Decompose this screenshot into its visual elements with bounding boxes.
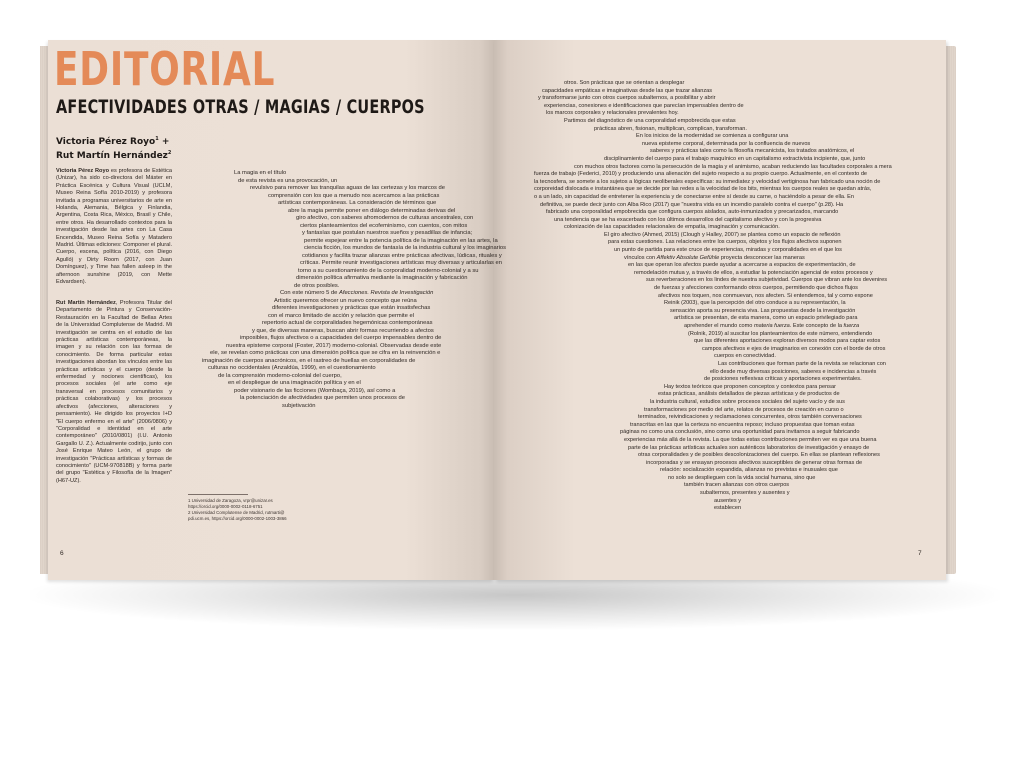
footnote-line: 2 Universidad Complutense de Madrid, rutmarti@ <box>188 510 285 515</box>
text-line: sus reverberaciones en los lindes de nuestra subjetividad. Cuerpos que vibran ante los devenires <box>646 277 887 284</box>
text-line: estas prácticas, análisis detallados de piezas artísticas y de productos de <box>658 391 840 398</box>
author-bio-1: Victoria Pérez Royo es profesora de Estética (Unizar), ha sido co-directora del Máster en Práctica Escénica y Cultura Visual (UCLM, Museo Reina Sofía 2010-2019) y profesora invitada a programas universitarios de arte en Holanda, Alemania, Bélgica y Finlandia, Argentina, Costa Rica, México, Brasil y Chile, entre otros. Ha desarrollado contextos para la investigación desde las artes con La Casa Encendida, Museo Reina Sofía y Matadero Madrid. Últimas ediciones: Componer el plural. Cuerpo, escena, política (2016, con Diego Agulló) y Dirty Room (2017, con Juan Domínguez), y Time has fallen asleep in the afternoon sunshine (2019, con Mette Edvardsen). <box>56 168 172 286</box>
right-page-edge <box>946 46 956 574</box>
text-line: capacidades empáticas e imaginativas desde las que trazar alianzas <box>542 87 713 94</box>
text-line: ciencia ficción, los mundos de fantasía de la industria cultural y los imaginarios <box>304 245 507 251</box>
text-line: ciertos planteamientos del ecofeminismo, con cuentos, con mitos <box>300 222 468 229</box>
text-line: con el marco limitado de acción y relación que permite el <box>268 312 414 319</box>
text-line: la potenciación de afectividades que permiten unos procesos de <box>240 395 405 401</box>
text-line: comprensión con los que a menudo nos acercamos a las prácticas <box>268 192 440 199</box>
page-number-right: 7 <box>918 550 922 557</box>
text-line: de posiciones reflexivas críticas y aportaciones experimentales. <box>704 376 862 383</box>
text-line: cuerpos en conectividad. <box>714 353 776 360</box>
text-line: y fantasías que postulan nuestros sueños y pesadillas de infancia; <box>302 230 473 236</box>
text-line: en las que operan los afectos puede ayudar a acercarse a espacios de experimentación, de <box>628 262 856 269</box>
text-line: incorporadas y se ensayan procesos afectivos susceptibles de generar otras formas de <box>646 459 863 466</box>
text-line: repertorio actual de corporalidades hegemónicas contemporáneas <box>262 320 433 326</box>
text-line: críticas. Permite reunir investigaciones artísticas muy diversas y articularlas en <box>300 260 502 266</box>
text-line: ello desde muy diversas posiciones, saberes e incidencias a través <box>710 368 877 375</box>
text-line: giro afectivo, con saberes afromodernos de culturas ancestrales, con <box>296 215 474 221</box>
text-line: saberes y prácticas tales como la filosofía mecanicista, los tratados anatómicos, el <box>650 148 855 155</box>
text-line: corporeidad dislocada e instantánea que se decide por las redes a la velocidad de los bits, mientras los cuerpos reales se quedan atrás, <box>534 186 872 193</box>
text-line: poder visionario de las ficciones (Wombaça, 2019), así como a <box>234 387 396 394</box>
text-line: Artistic queremos ofrecer un nuevo concepto que reúna <box>274 297 417 304</box>
text-line: artística se presentan, de esta manera, como un espacio privilegiado para <box>674 315 858 322</box>
text-line: El giro afectivo (Ahmed, 2015) (Clough y Halley, 2007) se plantea como un espacio de reflexión <box>604 231 841 238</box>
author-2: Rut Martín Hernández$^2$ <box>56 150 172 161</box>
text-line: La magia en el título <box>234 170 287 176</box>
text-line: permite espejear entre la potencia política de la imaginación en las artes, la <box>304 237 498 244</box>
text-line: nueva episteme corporal, determinada por la confluencia de nuevos <box>642 140 811 147</box>
text-line: transformaciones por medio del arte, relatos de procesos de creación en curso o <box>644 406 844 413</box>
text-line: no solo se desplieguen con la vida social humana, sino que <box>668 474 816 481</box>
left-body-text <box>188 170 507 410</box>
text-line: y transformarse junto con otros cuerpos subalternos, a posibilitar y abrir <box>538 95 716 102</box>
text-line: Las contribuciones que forman parte de la revista se relacionan con <box>718 360 886 367</box>
text-line: Partimos del diagnóstico de una corporalidad empobrecida que estas <box>564 117 736 124</box>
text-line: prácticas abren, fisionan, multiplican, complican, transforman. <box>594 125 747 132</box>
text-line: subalternos, presentes y ausentes y <box>700 490 790 497</box>
text-line: transcritas en las que la certeza no encuentra reposo; incluso propuestas que toman estas <box>630 421 855 428</box>
footnote-line: 1 Universidad de Zaragoza, vrpr@unizar.es <box>188 498 273 503</box>
right-body-text <box>534 80 904 513</box>
footnotes <box>188 498 308 522</box>
left-page-edge <box>40 46 48 574</box>
text-line: En los inicios de la modernidad se comienza a configurar una <box>636 133 789 140</box>
footnote-line: pdi.ucm.es, https://orcid.org/0000-0002-1003-3866 <box>188 516 287 521</box>
text-line: parte de las prácticas artísticas actuales son auténticos laboratorios de investigación y ensayo de <box>628 444 870 451</box>
text-line: un punto de partida para este cruce de experiencias, miradas y corporalidades en el que los <box>614 247 842 254</box>
text-line: también tracen alianzas con otros cuerpos <box>684 482 790 489</box>
text-line: relación: socialización expandida, alianzas no previstas e inusuales que <box>660 467 838 474</box>
text-line: cotidianos y facilita trazar alianzas entre prácticas afectivas, lúdicas, rituales y <box>302 252 502 259</box>
text-line: de otros posibles. <box>294 282 340 289</box>
text-line: ele, se revelan como prácticas con una dimensión política que se cifra en la reinvención e <box>210 350 441 356</box>
text-line: experiencias, conexiones e identificaciones que parecían impensables dentro de <box>544 102 744 109</box>
text-line: experiencias más allá de la revista. La que todas estas contribuciones permiten ver es que una buena <box>624 436 877 443</box>
text-line: de la comprensión moderno-colonial del cuerpo, <box>218 372 342 379</box>
text-line: Hay textos teóricos que proponen conceptos y contextos para pensar <box>664 383 836 390</box>
author-1: Victoria Pérez Royo$^1$ + <box>56 136 170 147</box>
text-line: fuerza de trabajo (Federici, 2010) y produciendo una alienación del sujeto respecto a su propio cuerpo. Actualmente, en el contexto de <box>534 171 868 178</box>
text-line: disciplinamiento del cuerpo para el trabajo maquínico en un capitalismo extractivista incipiente, que, junto <box>604 155 866 162</box>
text-line: ausentes y <box>714 497 742 504</box>
text-line: los marcos corporales y relacionales prevalentes hoy. <box>546 110 679 117</box>
text-line: nuestra episteme corporal (Foster, 2017) moderno-colonial. Observadas desde este <box>226 342 442 349</box>
text-line: (Rolnik, 2019) al suscitar los planteamientos de este número, entendiendo <box>688 330 873 337</box>
text-line: otras corporalidades y de posibles descolonizaciones del cuerpo. En ellas se plantean reflexiones <box>638 452 880 459</box>
text-line: páginas no como una conclusión, sino como una oportunidad para invitarnos a seguir fabricando <box>620 429 860 436</box>
editorial-subtitle: AFECTIVIDADES OTRAS / MAGIAS / CUERPOS <box>56 96 425 118</box>
text-line: de fuerzas y afecciones conformando otros cuerpos, permitiendo que dichos flujos <box>654 285 858 292</box>
text-line: imaginación de cuerpos anacrónicos, en el rastreo de huellas en corporalidades de <box>202 357 416 364</box>
text-line: y que, de diversas maneras, buscan abrir formas recurriendo a afectos <box>252 327 434 334</box>
page-number-left: 6 <box>60 550 64 557</box>
text-line: artísticas contemporáneas. La consideración de términos que <box>278 200 437 206</box>
text-line: dimensión política afirmativa mediante la imaginación y fabricación <box>296 275 468 281</box>
text-line: con muchos otros factores como la persecución de la magia y el animismo, acaban reduciendo las facultades corporales a mera <box>574 163 892 170</box>
text-line: Reinik (2003), que la percepción del otro conduce a su representación, la <box>664 300 846 307</box>
author-bio-2: Rut Martín Hernández, Profesora Titular del Departamento de Pintura y Conservación-Restauración en la Facultad de Bellas Artes de la Universidad Complutense de Madrid. Mi investigación se centra en el estudio de las prácticas artísticas contemporáneas, la imagen y su relación con las formas de conocimiento. De forma particular estas investigaciones abordan los vínculos entre las prácticas artísticas y el cuerpo (desde la enfermedad y nociones científicas), los procesos sociales (el arte como eje transversal en procesos comunitarios y prácticas colaborativas) y los procesos afectivos (afecciones, alteraciones y pensamiento). He dirigido los proyectos I+D "El cuerpo enfermo en el arte" (2006/0806) y "Corporalidad e identidad en el arte contemporáneo" (2010/0801) (I.U. Antonio Gargallo U. Z.). Actualmente codirijo, junto con José Enrique Mateo León, el grupo de investigación "Prácticas artísticas y formas de conocimiento" (UCM-970818B) y forma parte del grupo "Estética y Filosofía de la Imagen" (H67-UZ). <box>56 300 172 484</box>
text-line: diferentes investigaciones y prácticas que están insatisfechas <box>272 305 431 311</box>
text-line: que las diferentes aportaciones exploran diversos modos para captar estos <box>694 338 881 345</box>
text-line: campos afectivos e ejes de imaginarios en conexión con el borde de otros <box>702 345 886 352</box>
text-line: o a un lado, sin capacidad de entretener la experiencia y de conectarse entre sí desde su carne, o haciéndolo a pesar de ella. En <box>534 193 854 200</box>
text-line: la industria cultural, estudios sobre procesos sociales del sujeto vacío y de sus <box>650 398 845 405</box>
footnote-line: https://orcid.org/0000-0002-0118-6751 <box>188 504 263 509</box>
authors-block <box>56 134 256 162</box>
text-line: en el despliegue de una imaginación política y en el <box>228 380 361 386</box>
text-line: sensación aporta su presencia viva. Las propuestas desde la investigación <box>670 307 856 314</box>
text-line: de esta revista es una provocación, un <box>238 177 338 184</box>
text-line: remodelación mutua y, a través de ellos, a estudiar la potenciación agencial de estos procesos y <box>634 269 873 276</box>
text-line: Con este número 5 de Afecciones. Revista de Investigación <box>280 290 434 296</box>
text-line: otros. Son prácticas que se orientan a desplegar <box>564 80 685 86</box>
editorial-heading: EDITORIAL <box>54 42 276 96</box>
text-line: para estas cuestiones. Las relaciones entre los cuerpos, objetos y los flujos afectivos suponen <box>608 239 842 246</box>
text-line: culturas no occidentales (Anzaldúa, 1999), en el cuestionamiento <box>208 365 376 371</box>
text-line: torno a su cuestionamiento de la corporalidad moderno-colonial y a su <box>298 267 479 274</box>
text-line: establecen <box>714 505 742 512</box>
text-line: imposibles, flujos afectivos o a capacidades del cuerpo impensables dentro de <box>240 335 442 341</box>
text-line: aprehender el mundo como materia fuerza. Este concepto de la fuerza <box>684 323 860 329</box>
text-line: una tendencia que se ha exacerbado con los últimos desarrollos del capitalismo afectivo y con la progresiva <box>554 216 822 223</box>
text-line: afectivos nos toquen, nos conmuevan, nos afecten. Si entendemos, tal y como expone <box>658 292 873 299</box>
footnote-divider <box>188 494 248 495</box>
text-line: vínculos con Affektiv Absolute Gefühle proyecta desconocer las maneras <box>624 254 805 261</box>
text-line: terminados, reivindicaciones y reclamaciones concurrentes, otros también conversaciones <box>638 414 862 421</box>
text-line: fabricado una corporalidad empobrecida que configura cuerpos aislados, auto-inmunizados y precarizados, marcando <box>546 209 839 216</box>
text-line: colonización de las capacidades relacionales de empatía, imaginación y comunicación. <box>564 224 780 231</box>
text-line: abre la magia permite poner en diálogo determinadas derivas del <box>288 207 456 214</box>
text-line: la tecnosfera, se somete a los sujetos a lógicas neoliberales específicas: su inmediatez y velocidad vertiginosa han fabricado una noción de <box>534 178 881 185</box>
text-line: subjetivación <box>282 402 316 409</box>
text-line: definitiva, se puede decir junto con Alba Rico (2017) que "nuestra vida es un incendio paralelo contra el cuerpo" (p.28). Ha <box>540 201 844 208</box>
text-line: revulsivo para remover las tranquilas aguas de las certezas y los marcos de <box>250 185 445 191</box>
